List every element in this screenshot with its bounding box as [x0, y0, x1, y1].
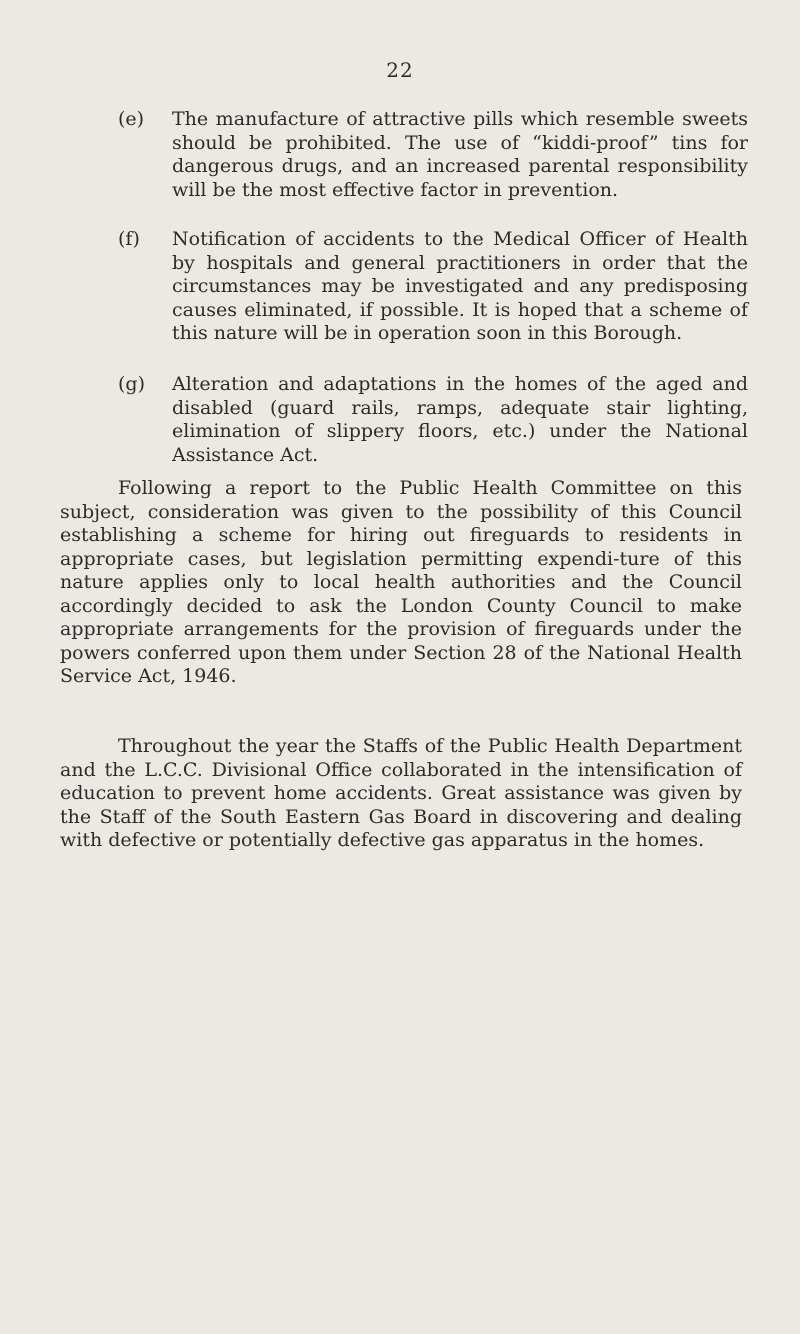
list-item-text: The manufacture of attractive pills which resemble sweets should be prohibited. The use of “kiddi-proof” tins for dangerous drugs, and an increased parental responsibility will be the most effective factor in prevention.: [172, 108, 748, 201]
list-item-letter: (f): [118, 228, 140, 250]
list-item-e: [118, 108, 748, 202]
paragraph-fireguards: Following a report to the Public Health Committee on this subject, consideration was given to the possibility of this Council establishing a scheme for hiring out fireguards to residents in appropriate cases, but legislation permitting expendi-ture of this nature applies only to local health authorities and the Council accordingly decided to ask the London County Council to make appropriate arrangements for the provision of fireguards under the powers conferred upon them under Section 28 of the National Health Service Act, 1946.: [60, 477, 742, 687]
list-item-text: Notification of accidents to the Medical Officer of Health by hospitals and general practitioners in order that the circumstances may be investigated and any predisposing causes eliminated, if possible. It is hoped that a scheme of this nature will be in operation soon in this Borough.: [172, 228, 748, 344]
list-item-text: Alteration and adaptations in the homes of the aged and disabled (guard rails, ramps, adequate stair lighting, elimination of slippery floors, etc.) under the National Assistance Act.: [172, 373, 748, 466]
page-number: 22: [386, 58, 414, 82]
list-item-g: [118, 373, 748, 467]
list-item-f: [118, 228, 748, 346]
list-item-letter: (e): [118, 108, 145, 130]
list-item-letter: (g): [118, 373, 145, 395]
paragraph-home-accidents: Throughout the year the Staffs of the Public Health Department and the L.C.C. Divisional Office collaborated in the intensification of education to prevent home accidents. Great assistance was given by the Staff of the South Eastern Gas Board in discovering and dealing with defective or potentially defective gas apparatus in the homes.: [60, 735, 742, 851]
